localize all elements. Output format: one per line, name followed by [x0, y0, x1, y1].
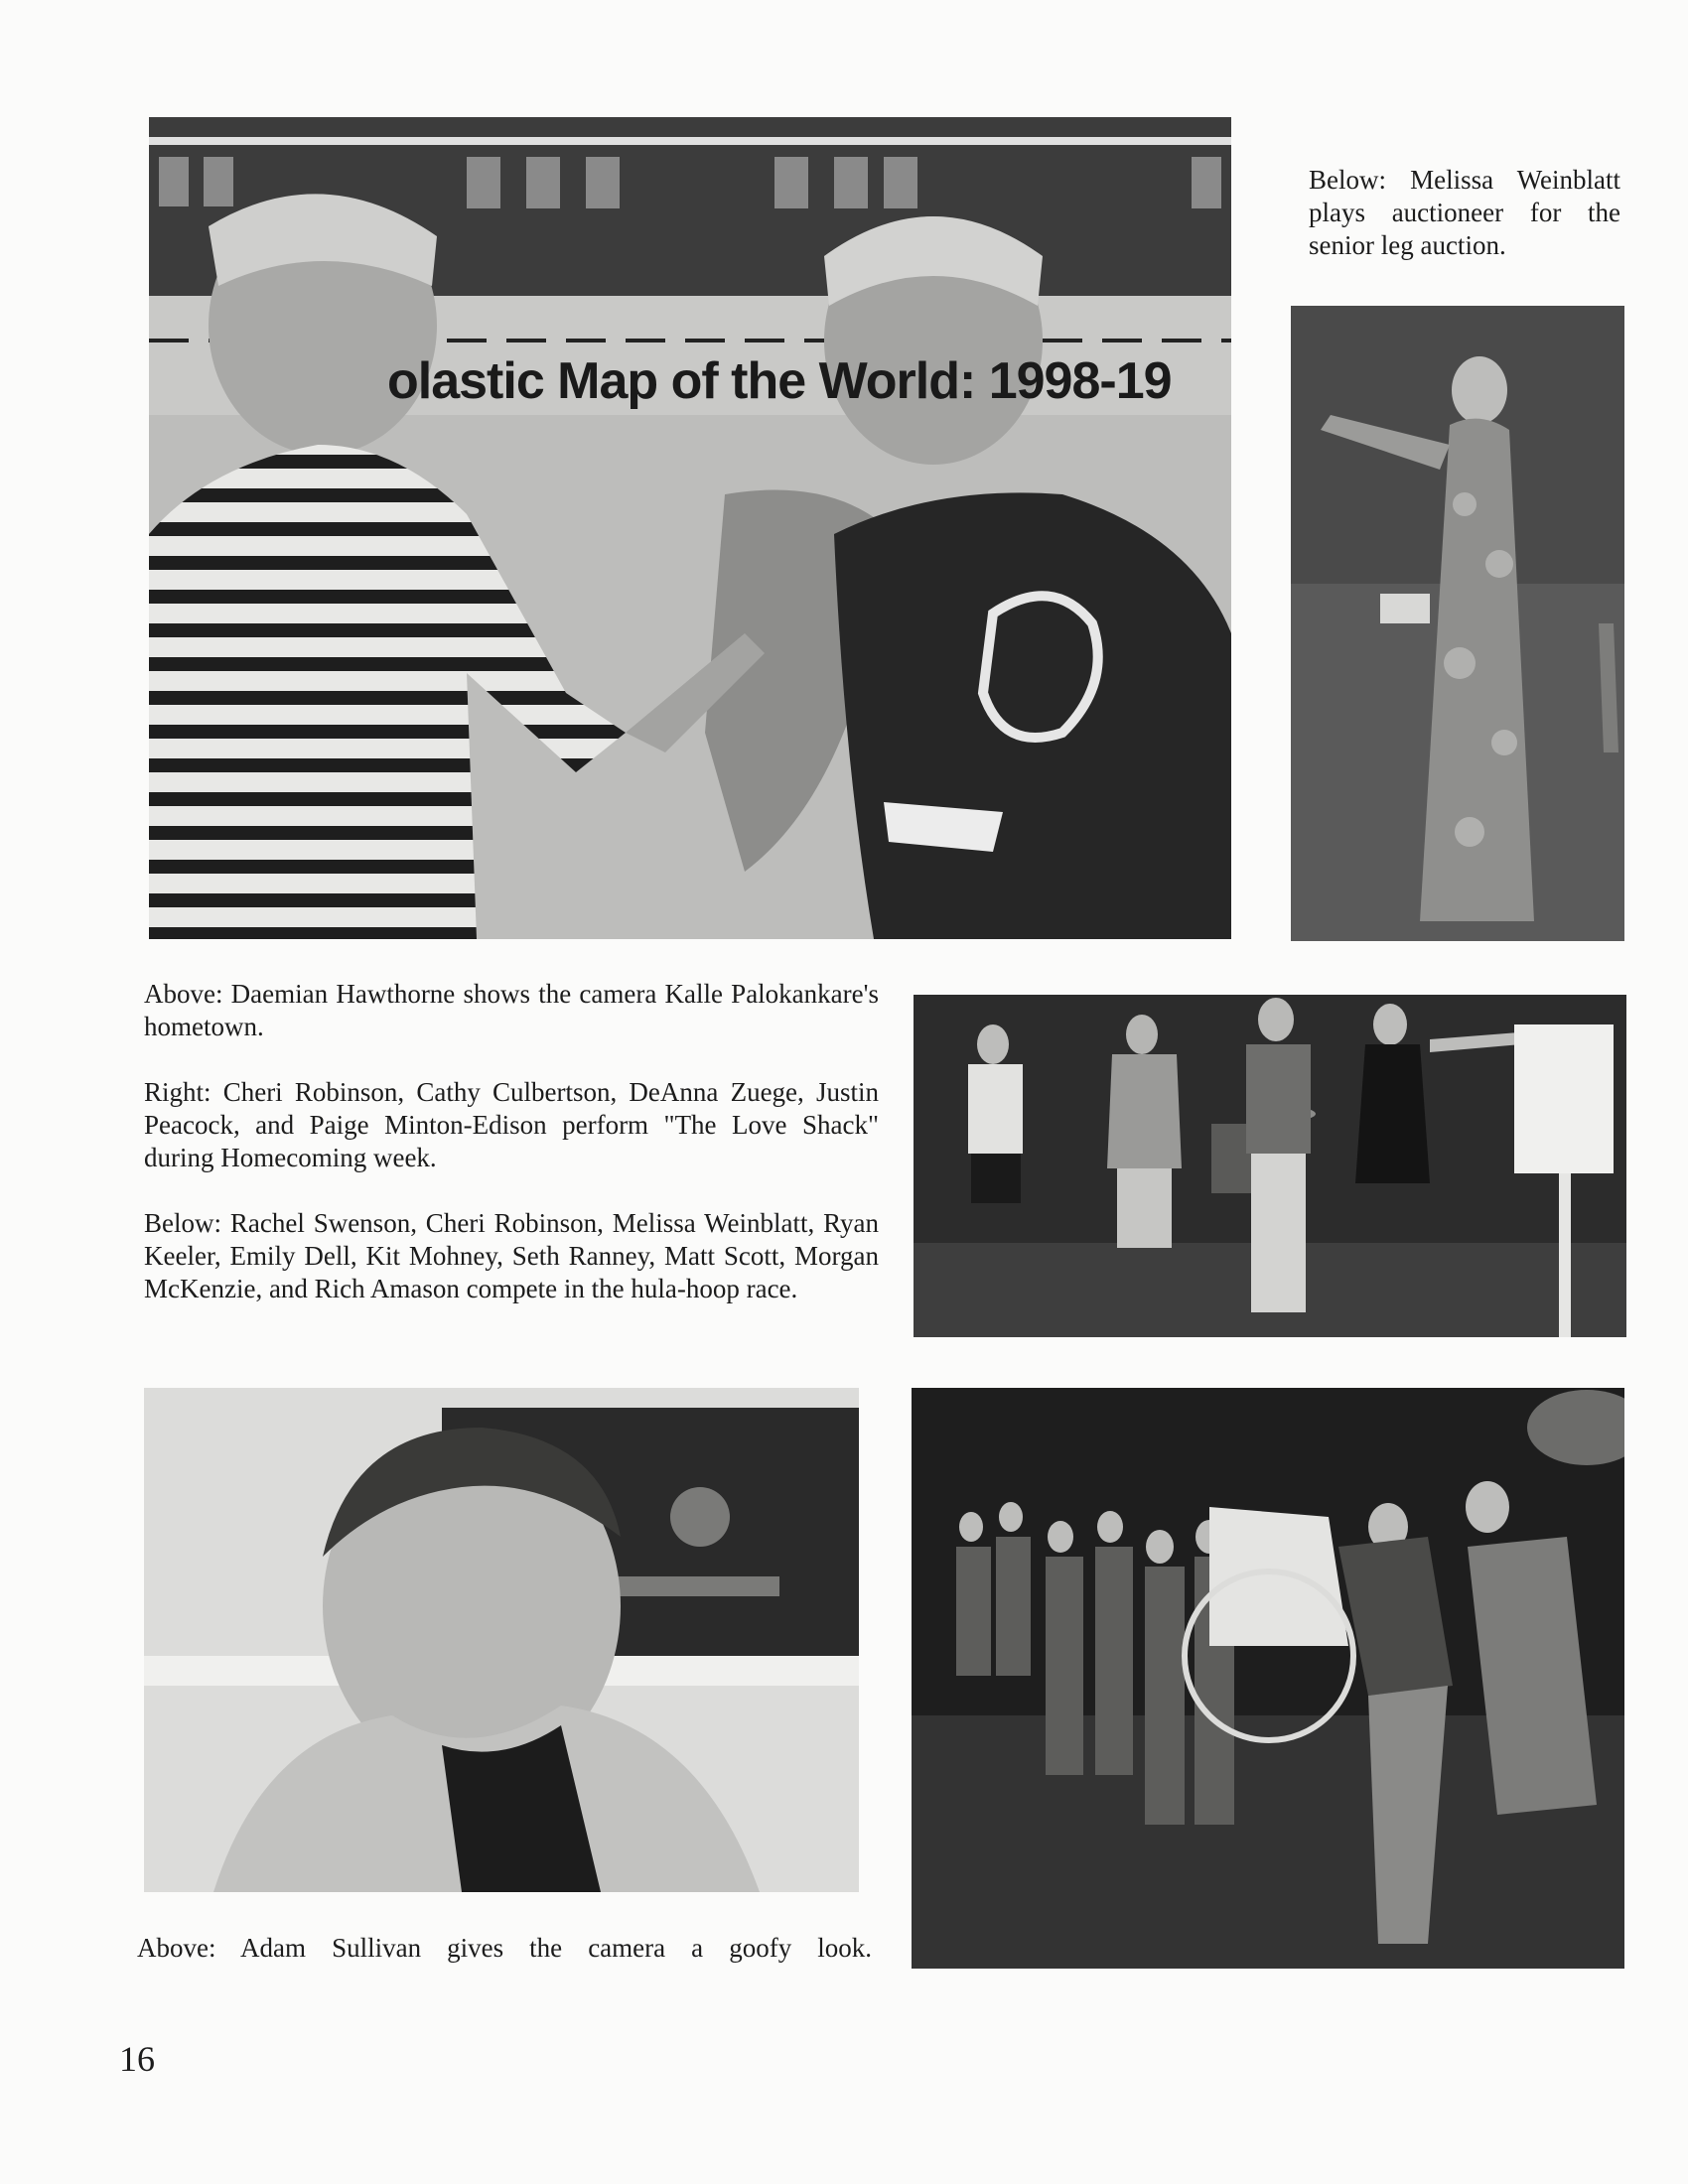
- photo-adam-sullivan: [144, 1388, 859, 1892]
- caption-melissa: Below: Melissa Weinblatt plays auctioneer for the senior leg auction.: [1309, 165, 1620, 260]
- caption-adam: Above: Adam Sullivan gives the camera a goofy look.: [137, 1933, 872, 1963]
- photo-hula-hoop-race-art: [912, 1388, 1624, 1969]
- photo-adam-sullivan-art: [144, 1388, 859, 1892]
- caption-block-left: [144, 978, 879, 1305]
- caption-daemian: Above: Daemian Hawthorne shows the camera Kalle Palokankare's hometown.: [144, 979, 879, 1041]
- photo-map-students-art: [149, 117, 1231, 939]
- caption-hula-hoop: Below: Rachel Swenson, Cheri Robinson, Melissa Weinblatt, Ryan Keeler, Emily Dell, Kit Mohney, Seth Ranney, Matt Scott, Morgan McKenzie, and Rich Amason compete in the hula-hoop race.: [144, 1208, 879, 1303]
- photo-map-students: [149, 117, 1231, 939]
- map-banner-text: olastic Map of the World: 1998-19: [387, 352, 1172, 410]
- photo-melissa-auctioneer: [1291, 306, 1624, 941]
- photo-love-shack: [914, 995, 1626, 1337]
- caption-love-shack: Right: Cheri Robinson, Cathy Culbertson, DeAnna Zuege, Justin Peacock, and Paige Minton-Edison perform "The Love Shack" during Homecoming week.: [144, 1077, 879, 1172]
- photo-hula-hoop-race: [912, 1388, 1624, 1969]
- photo-love-shack-art: [914, 995, 1626, 1337]
- photo-melissa-auctioneer-art: [1291, 306, 1624, 941]
- page-number: 16: [119, 2039, 155, 2079]
